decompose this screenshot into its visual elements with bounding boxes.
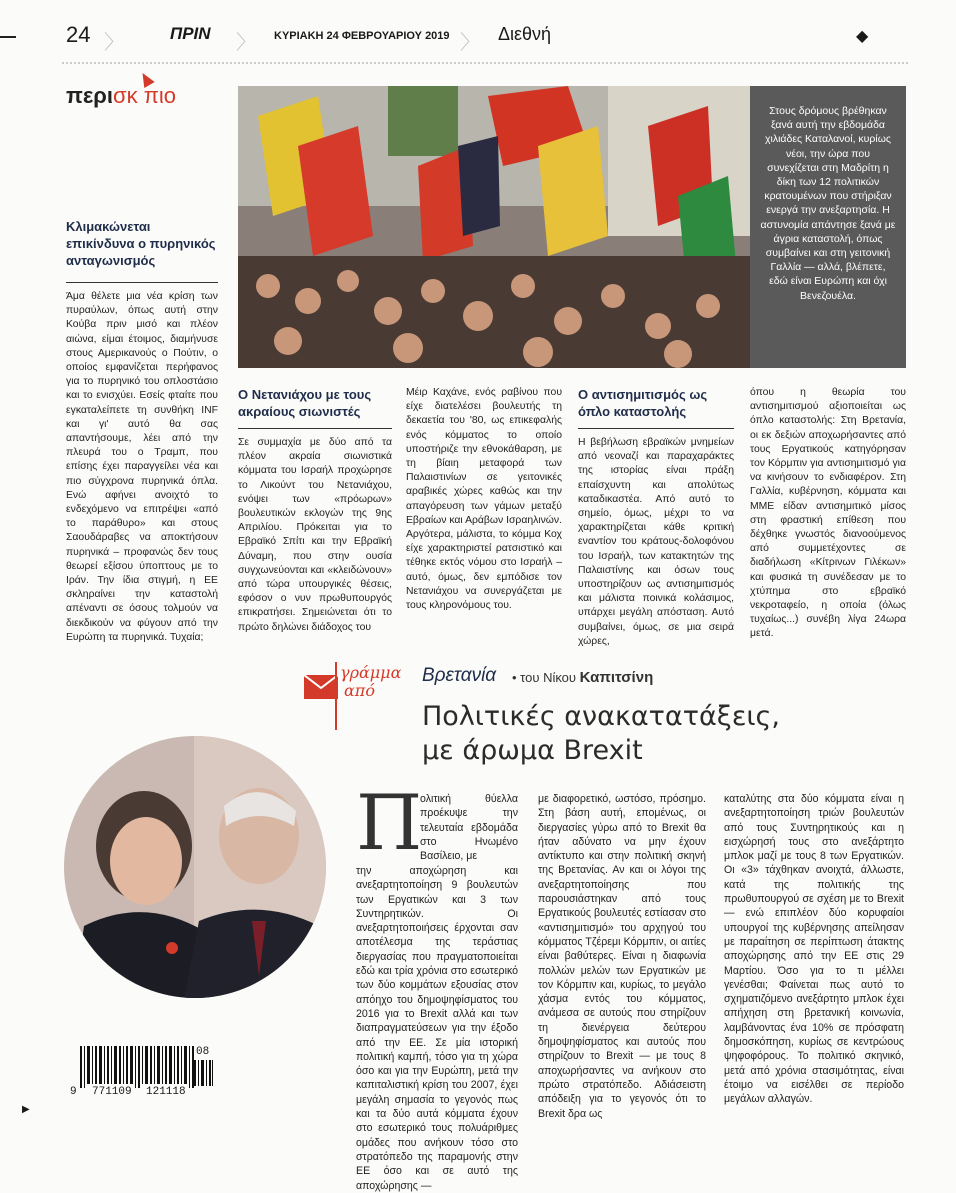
column-logo-red: σκ πιο [113, 83, 177, 108]
barcode-group2: 121118 [146, 1086, 186, 1098]
page-number: 24 [66, 22, 91, 47]
byline-prefix: • του Νίκου [512, 670, 577, 685]
header-divider [62, 62, 908, 64]
section-title: Διεθνή [498, 24, 552, 44]
protest-photo [238, 86, 750, 368]
letter-col1-first: ολιτική θύελλα προέκυψε την τελευταία εβδομάδα στο Ηνωμένο Βασίλειο, με [420, 793, 518, 863]
barcode [78, 1046, 204, 1088]
crop-mark [0, 36, 16, 38]
diamond-icon: ◆ [856, 28, 869, 45]
article2-rule [238, 428, 392, 429]
article3-title: Ο αντισημιτισμός ως όπλο καταστολής [578, 387, 708, 419]
column-logo [66, 83, 176, 109]
article2-body-col2: Μέιρ Καχάνε, ενός ραβίνου που είχε διατελέσει βουλευτής τη δεκαετία του '80, ως επικεφαλής ενός κόμματος το οποίο υποστήριζε την εθνοκάθαρση, με τη βίαιη μεταφορά των Παλαιστινίων σε γειτονικές αραβικές χώρες καθώς και την απαγόρευση των γάμων μεταξύ Εβραίων και Αράβων Ισραηλινών. Αργότερα, μάλιστα, το κόμμα Κοχ είχε χαρακτηριστεί ρατσιστικό και τέθηκε εκτός νόμου στο Ισραήλ – αυτό, όμως, δεν εμπόδισε τον Νετανιάχου να συνεργάζεται με τους κληρονόμους του. [406, 387, 562, 612]
letter-label-line2: από [344, 681, 375, 700]
letter-country: Βρετανία [422, 665, 497, 686]
corner-mark-icon: ▶ [22, 1104, 30, 1115]
headline-line2: με άρωμα Brexit [422, 735, 643, 766]
dropcap: Π [356, 778, 423, 867]
letter-label [340, 664, 401, 700]
issue-date: ΚΥΡΙΑΚΗ 24 ΦΕΒΡΟΥΑΡΙΟΥ 2019 [274, 30, 450, 42]
article2-body-col1: Σε συμμαχία με δύο από τα πλέον ακραία σιωνιστικά κόμματα του Ισραήλ προχώρησε το Λικούντ του Νετανιάχου, ενόψει των «πρόωρων» βουλευτικών εκλογών της 9ης Απριλίου. Πρόκειται για το Εβραϊκό Σπίτι και την Εβραϊκή Δύναμη, που στην ουσία συγχωνεύονται και «κλειδώνουν» από τώρα υπουργικές θέσεις, εφόσον ο νυν πρωθυπουργός επικρατήσει. Σημειώνεται ότι το πρώτο δηλώνει διάδοχος του [238, 437, 392, 633]
article3-rule [578, 428, 734, 429]
newspaper-brand: ΠΡΙΝ [170, 24, 211, 43]
letter-col3-body: καταλύτης στα δύο κόμματα είναι η ανεξαρτητοποίηση τριών βουλευτών από τους Συντηρητικούς και η εισχώρησή τους στο ανεξάρτητο μπλοκ μαζί με τους 8 των Εργατικών. Οι «3» τάχθηκαν ανοιχτά, άλλωστε, κατά της πολιτικής της πρωθυπουργού σε σχέση με το Brexit — ενώ επιπλέον δύο κορυφαίοι υπουργοί της κυβέρνησης απείλησαν με παραίτηση σε περίπτωση άτακτης αποχώρησης από την ΕΕ στις 29 Μαρτίου. Όσο για το τι μέλλει γενέσθαι; Φαίνεται πως αυτό το σχηματιζόμενο ανεξάρτητο μπλοκ έχει απήχηση στη βρετανική κοινωνία, λαμβάνοντας ένα 10% σε πρόσφατη δημοσκόπηση, κυρίως σε κεντρώους ψηφοφόρους. Το πολιτικό σκηνικό, μετά από χρόνια στασιμότητας, είναι έτοιμο να εισέλθει σε περίοδο μεγάλων αλλαγών. [724, 793, 904, 1106]
politicians-photo [64, 736, 326, 998]
letter-divider [335, 662, 337, 730]
barcode-group1: 771109 [92, 1086, 132, 1098]
envelope-icon [304, 675, 338, 699]
addon-barcode [194, 1060, 214, 1086]
headline-line1: Πολιτικές ανακατατάξεις, [422, 701, 780, 732]
chevron-icon: 〉 [104, 32, 124, 54]
letter-col2-body: με διαφορετικό, ωστόσο, πρόσημο. Στη βάση αυτή, επομένως, οι διεργασίες γύρω από το Brexit θα ήταν αδύνατο να μην έχουν αντίκτυπο και στην πολιτική σκηνή της Βρετανίας. Αν και οι λόγοι της ανεξαρτητοποίησης που παρουσιάστηκαν από τους Εργατικούς βουλευτές εστίασαν στο «αντισημιτισμό» του αρχηγού του κόμματος Τζέρεμι Κόρμπιν, οι αιτίες είναι βαθύτερες. Είναι η διαφωνία πολλών μελών των Εργατικών με τον Κόρμπιν και, κυρίως, το μεγάλο χάσμα εντός του κόμματος, ανάμεσα σε αυτούς που στηρίζουν τη διενέργεια δεύτερου δημοψηφίσματος και αυτούς που στηρίζουν το Brexit — με τους 8 αποχωρήσαντες να ανήκουν στο πρώτο στρατόπεδο. Αδιάσειστη απόδειξη για το γεγονός ότι το Brexit δρα ως [538, 793, 706, 1120]
letter-byline [512, 669, 653, 686]
letter-label-line1: γράμμα [340, 663, 402, 682]
article1-rule [66, 282, 218, 283]
article3-body-col1: Η βεβήλωση εβραϊκών μνημείων από νεοναζί και παραχαράκτες της ιστορίας είναι πράξη επαίσχυντη και απολύτως καταδικαστέα. Από αυτό το σημείο, όμως, μέχρι το να χαρακτηρίζεται κάθε κριτική εναντίον του κράτους-δολοφόνου του Ισραήλ, των κατακτητών της Παλαιστίνης και όσων τους υποστηρίζουν ως αντισημιτισμός και μάλιστα ποινικά κολάσιμος, υπάρχει μεγάλη απόσταση. Αυτό συμβαίνει, όμως, σε μια σειρά χώρες, [578, 437, 734, 647]
letter-col1-body: την αποχώρηση και ανεξαρτητοποίηση 9 βουλευτών των Εργατικών και 3 των Συντηρητικών. Οι ανεξαρτητοποιήσεις έρχονται σαν αποτέλεσμα της τεράστιας διεργασίας που πραγματοποιείται εδώ και τρία χρόνια στο εσωτερικό των δύο κομμάτων εξουσίας στον απόηχο του δημοψηφίσματος του 2016 για το Brexit αλλά και των διαπραγματεύσεων για την έξοδο από την ΕΕ. Σε μία ιστορική πολιτική καμπή, τόσο για τη χώρα όσο και για την Ευρώπη, μετά την καπιταλιστική κρίση του 2007, έχει μεγάλη σημασία το γεγονός πως και τα δύο αυτά κόμματα έχουν στο εσωτερικό τους πολυάριθμες ομάδες που ανήκουν τόσο στο στρατόπεδο της παραμονής στην ΕΕ όσο και σε αυτό της αποχώρησης — [356, 865, 518, 1192]
chevron-icon: 〉 [460, 32, 480, 54]
article3-body-col2: όπου η θεωρία του αντισημιτισμού αξιοποιείται ως όπλο καταστολής: Στη Βρετανία, οι εκ δεξιών αποχωρήσαντες από τους Εργατικούς κατηγόρησαν τον Κόρμπιν για αντισημιτισμό για να κινήσουν το ενδιαφέρον. Στη Γαλλία, κυβέρνηση, κόμματα και ΜΜΕ είδαν αντισημιτικό μίσος στη φραστική επίθεση που δέχθηκε γνωστός διανοούμενος από συμμετέχοντες σε διαδήλωση «Κίτρινων Γιλέκων» και φυσικά τη συνέδεσαν με το χτύπημα στο εβραϊκό νεκροταφείο, η οποία (όλως τυχαίως...) συνέβη λίγα 24ωρα μετά. [750, 387, 906, 640]
chevron-icon: 〉 [236, 32, 256, 54]
article1-body: Άμα θέλετε μια νέα κρίση των πυραύλων, όπως αυτή στην Κούβα πριν μισό και πλέον αιώνα, είμαι έτοιμος, διαμήνυσε στους Αμερικανούς ο Πούτιν, ο οποίος εμφανίζεται περήφανος για το πυρηνικό του οπλοστάσιο και το ενισχύει. Εσείς φταίτε που εγκαταλείπετε τη συνθήκη INF και γι' αυτό θα σας απαντήσουμε, λέει από την πλευρά του ο Τραμπ, που επίσης έχει παραγγείλει νέα και πιο σύγχρονα πυρηνικά όπλα. Ενώ αφήνει ανοιχτό το ενδεχόμενο να επιτρέψει «από το παράθυρο» και στους Σαουδάραβες να αποκτήσουν πυρηνικά – προφανώς δεν τους θεωρεί εξίσου ύποπτους με το Ιράν. Την ίδια στιγμή, η ΕΕ σκληραίνει την καταστολή απέναντι σε όσους τολμούν να διεκδικούν να φύγουν από την Ευρώπη τα πυρηνικά. Τυχαία; [66, 291, 218, 643]
column-logo-black: περι [66, 83, 114, 108]
article1-title: Κλιμακώνεται επικίνδυνα ο πυρηνικός ανταγωνισμός [66, 219, 216, 268]
photo-caption: Στους δρόμους βρέθηκαν ξανά αυτή την εβδομάδα χιλιάδες Καταλανοί, κυρίως νέοι, την ώρα που συνεχίζεται στη Μαδρίτη η δίκη των 12 πολιτικών κρατουμένων που στήριξαν ενεργά την ανεξαρτησία. Η αστυνομία απάντησε ξανά με άγρια καταστολή, όπως συμβαίνει και στη γειτονική Γαλλία — αλλά, βλέπετε, εδώ είναι Ευρώπη και όχι Βενεζουέλα. [750, 86, 906, 368]
barcode-left-digit: 9 [70, 1086, 77, 1098]
byline-author: Καπιτσίνη [579, 669, 654, 686]
letter-headline [422, 700, 780, 768]
article2-title: Ο Νετανιάχου με τους ακραίους σιωνιστές [238, 387, 372, 419]
barcode-addon: 08 [196, 1046, 210, 1058]
